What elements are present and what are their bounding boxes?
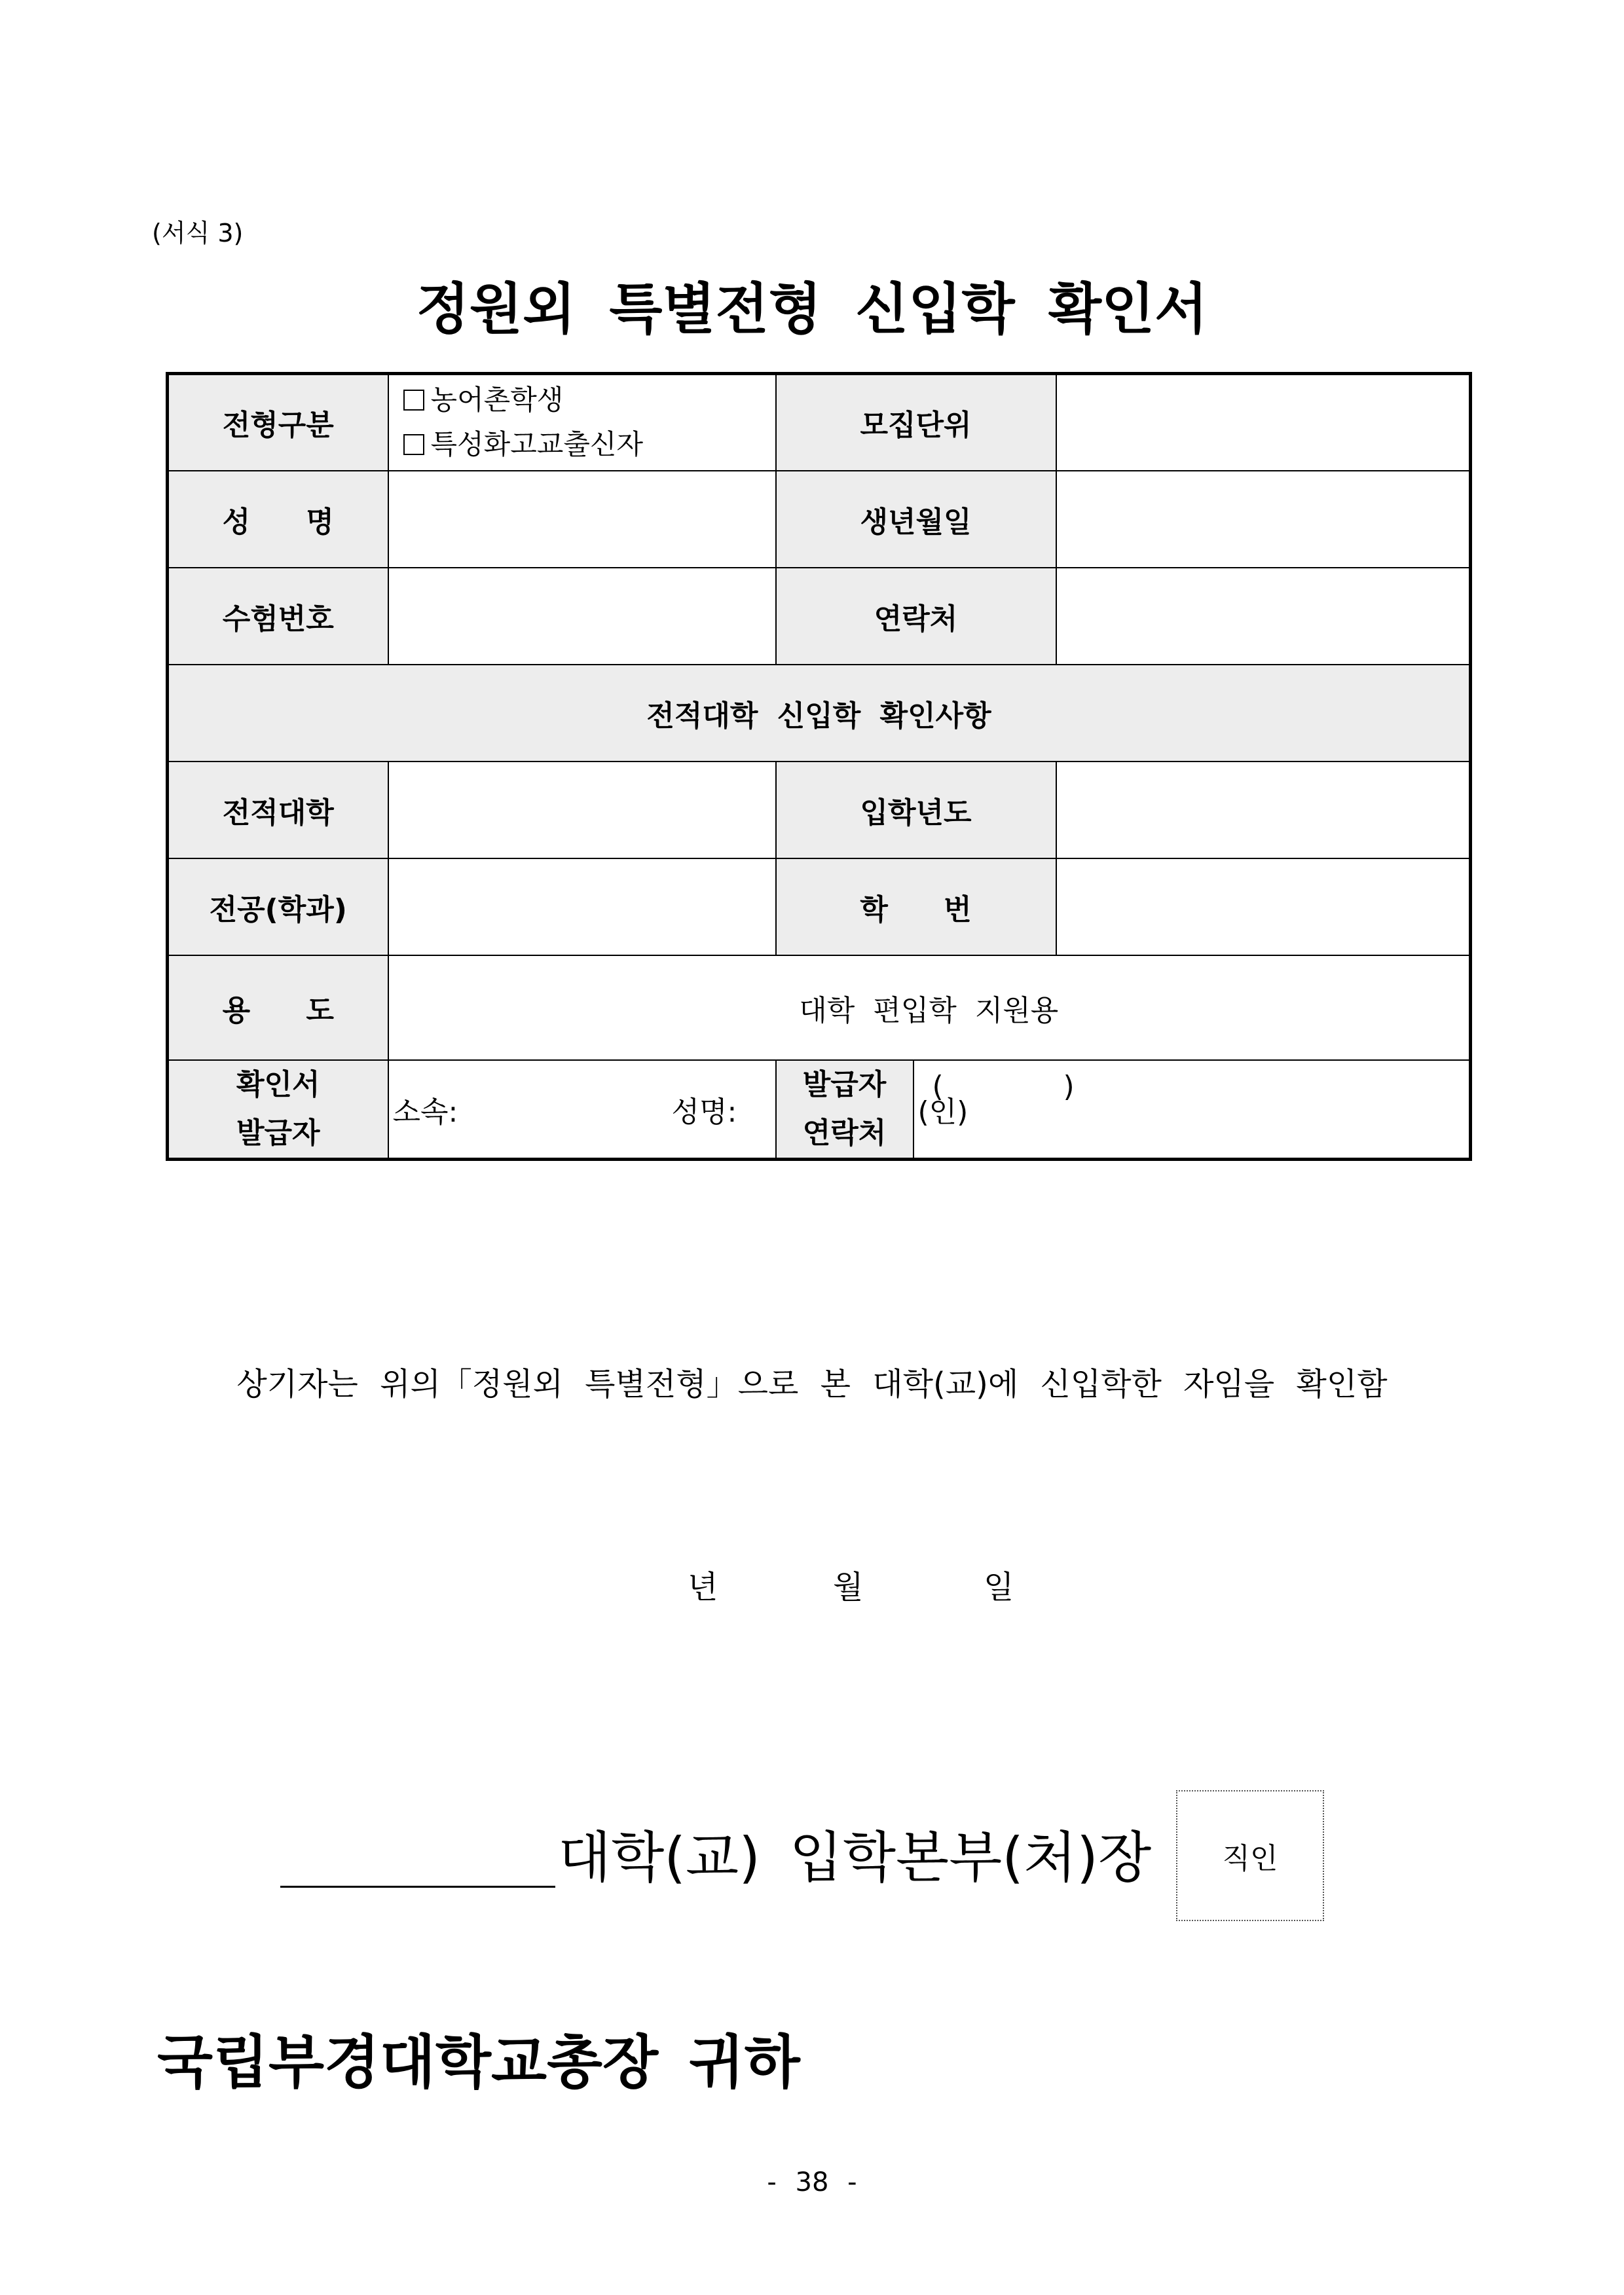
admission-type-options	[388, 374, 776, 471]
document-title: 정원외 특별전형 신입학 확인서	[416, 277, 1208, 341]
issuer-label-line1: 확인서	[236, 1067, 320, 1101]
contact-field[interactable]	[1056, 568, 1471, 665]
date-month: 월	[833, 1569, 864, 1606]
page-number: - 38 -	[767, 2167, 857, 2197]
issuer-label	[168, 1060, 388, 1160]
contact-label: 연락처	[776, 568, 1056, 665]
name-label: 성 명	[168, 471, 388, 568]
issuer-name-label: 성명:	[671, 1095, 737, 1129]
table-row	[168, 762, 1471, 858]
confirmation-statement: 상기자는 위의「정원외 특별전형」으로 본 대학(교)에 신입학한 자임을 확인함	[236, 1366, 1388, 1403]
issuer-contact-field[interactable]	[913, 1060, 1471, 1160]
section-header: 전적대학 신입학 확인사항	[168, 665, 1471, 762]
exam-number-label: 수험번호	[168, 568, 388, 665]
recruitment-unit-label: 모집단위	[776, 374, 1056, 471]
previous-university-field[interactable]	[388, 762, 776, 858]
birthdate-label: 생년월일	[776, 471, 1056, 568]
phone-open-paren: (	[932, 1069, 944, 1103]
student-id-field[interactable]	[1056, 858, 1471, 955]
option-label: 농어촌학생	[430, 384, 564, 416]
date-year: 년	[688, 1569, 718, 1606]
table-row	[168, 471, 1471, 568]
official-seal-box	[1176, 1790, 1324, 1921]
phone-close-paren: )	[1063, 1069, 1075, 1103]
admission-type-label: 전형구분	[168, 374, 388, 471]
confirmation-form-table	[166, 372, 1472, 1161]
purpose-value: 대학 편입학 지원용	[388, 955, 1471, 1060]
seal-label: 직인	[1222, 1842, 1278, 1875]
issuer-contact-label	[776, 1060, 913, 1160]
form-number-label: (서식 3)	[152, 219, 244, 248]
option-label: 특성화고교출신자	[430, 428, 644, 461]
issuer-contact-line2: 연락처	[802, 1116, 887, 1150]
table-row	[168, 665, 1471, 762]
table-row	[168, 1060, 1471, 1160]
major-label: 전공(학과)	[168, 858, 388, 955]
student-id-label: 학 번	[776, 858, 1056, 955]
table-row	[168, 955, 1471, 1060]
table-row	[168, 374, 1471, 471]
birthdate-field[interactable]	[1056, 471, 1471, 568]
signatory-title: 대학(교) 입학본부(처)장	[558, 1826, 1152, 1890]
issuer-label-line2: 발급자	[236, 1116, 320, 1150]
checkbox-icon[interactable]	[403, 434, 424, 455]
date-day: 일	[984, 1569, 1014, 1606]
purpose-label: 용 도	[168, 955, 388, 1060]
name-field[interactable]	[388, 471, 776, 568]
signature-blank-line	[280, 1886, 555, 1888]
seal-mark: (인)	[917, 1095, 969, 1129]
previous-university-label: 전적대학	[168, 762, 388, 858]
table-row	[168, 858, 1471, 955]
table-row	[168, 568, 1471, 665]
option-rural-student[interactable]	[389, 378, 775, 422]
exam-number-field[interactable]	[388, 568, 776, 665]
recruitment-unit-field[interactable]	[1056, 374, 1471, 471]
affiliation-label: 소속:	[392, 1095, 458, 1129]
entrance-year-field[interactable]	[1056, 762, 1471, 858]
recipient-line: 국립부경대학교총장 귀하	[157, 2029, 800, 2096]
major-field[interactable]	[388, 858, 776, 955]
option-specialized-hs[interactable]	[389, 422, 775, 467]
entrance-year-label: 입학년도	[776, 762, 1056, 858]
issuer-contact-line1: 발급자	[802, 1067, 887, 1101]
checkbox-icon[interactable]	[403, 390, 424, 411]
